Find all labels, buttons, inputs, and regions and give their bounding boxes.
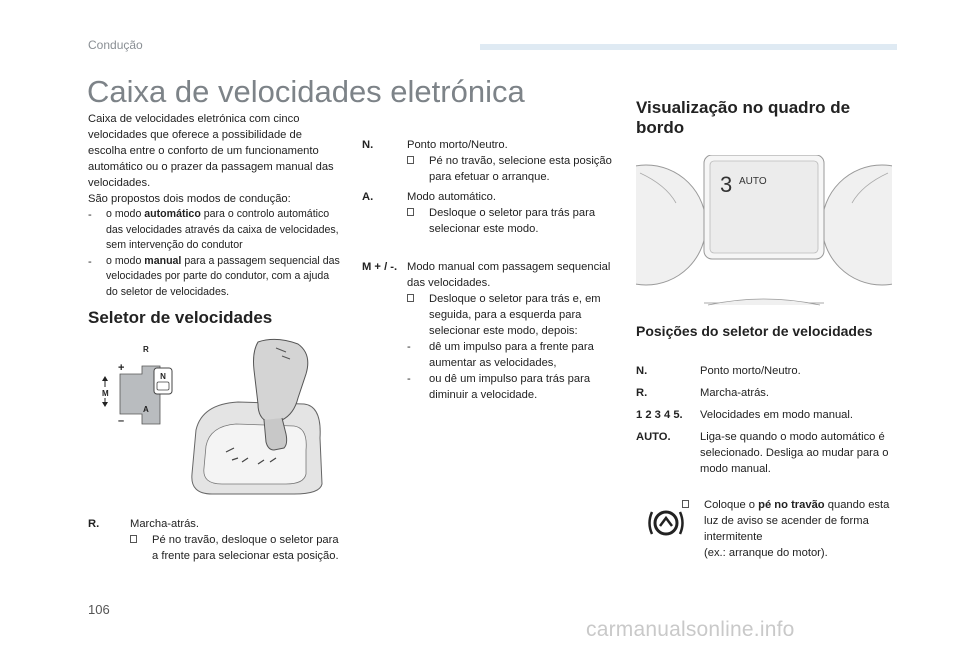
- warning-post: quando esta luz de aviso se acender de forma intermitente: [704, 499, 890, 543]
- entry-text: Marcha-atrás.: [130, 518, 200, 530]
- selector-r-entry: [88, 516, 343, 564]
- bullet-pre: o modo: [106, 254, 145, 267]
- position-code: R.: [636, 387, 648, 399]
- finger-marker: [682, 497, 704, 561]
- sub-text: Pé no travão, desloque o seletor para a frente para selecionar esta posição.: [152, 534, 339, 562]
- label-plus: +: [118, 362, 125, 374]
- sub-text: dê um impulso para a frente para aumentar as velocidades,: [429, 341, 594, 369]
- display-heading: Visualização no quadro de bordo: [636, 98, 851, 137]
- sub-text: ou dê um impulso para trás para diminuir a velocidade.: [429, 373, 591, 401]
- bullet-manual: [88, 254, 340, 301]
- positions-list: [636, 363, 896, 477]
- entry-code: A.: [362, 191, 374, 203]
- sub-text: Pé no travão, selecione esta posição para efetuar o arranque.: [429, 155, 612, 183]
- mode-a-entry: [362, 189, 614, 237]
- position-text: Liga-se quando o modo automático é selecionado. Desliga ao mudar para o modo manual.: [700, 431, 889, 475]
- position-text: Velocidades em modo manual.: [700, 409, 853, 421]
- header-bar: [480, 44, 897, 50]
- position-code: N.: [636, 365, 648, 377]
- bullet-dash: -: [88, 255, 92, 268]
- finger-marker: [407, 205, 429, 237]
- intro-paragraph: Caixa de velocidades eletrónica com cinco velocidades que oferece a possibilidade de escolha entre o conforto de um funcionamento automático ou o prazer da passagem manual das velocidades.: [88, 113, 334, 189]
- mode-m-entry: [362, 259, 614, 403]
- warning-pre: Coloque o: [704, 499, 759, 511]
- bullet-pre: o modo: [106, 208, 145, 220]
- finger-marker: [407, 153, 429, 185]
- bullet-bold: manual: [144, 254, 182, 267]
- bullet-automatic: [88, 207, 340, 254]
- dash-marker: -: [407, 373, 411, 385]
- dash-marker: -: [407, 341, 411, 353]
- gear-lever-stem: [264, 418, 287, 450]
- intro-text: [88, 111, 340, 300]
- instrument-cluster-illustration: [636, 155, 892, 307]
- mode-n-entry: [362, 137, 614, 185]
- position-text: Ponto morto/Neutro.: [700, 365, 801, 377]
- label-m: M: [102, 389, 109, 398]
- entry-code: N.: [362, 139, 374, 151]
- position-gears: [636, 407, 896, 423]
- bullet-dash: -: [88, 209, 92, 221]
- position-auto: [636, 429, 896, 477]
- cluster-gear: 3: [720, 172, 733, 197]
- label-a: A: [143, 405, 149, 414]
- gear-selector-illustration: [98, 334, 334, 498]
- position-code: 1 2 3 4 5.: [636, 409, 683, 421]
- section-label: Condução: [88, 38, 143, 52]
- bullet-post: para o controlo automático das velocidades através da caixa de velocidades, sem intervenção do condutor: [106, 208, 339, 251]
- finger-marker: [130, 532, 152, 564]
- warning-text: [682, 497, 896, 561]
- entry-text: Modo automático.: [407, 191, 496, 203]
- entry-code: R.: [88, 518, 100, 530]
- sub-text: Desloque o seletor para trás e, em seguida, para a esquerda para selecionar este modo, depois:: [429, 293, 601, 337]
- watermark: carmanualsonline.info: [586, 618, 795, 641]
- selector-heading: Seletor de velocidades: [88, 308, 273, 327]
- position-text: Marcha-atrás.: [700, 387, 770, 399]
- entry-text: Ponto morto/Neutro.: [407, 139, 508, 151]
- bullet-text: [106, 254, 340, 301]
- modes-intro: São propostos dois modos de condução:: [88, 193, 291, 205]
- cluster-mode: AUTO: [739, 176, 767, 187]
- position-code: AUTO.: [636, 431, 671, 443]
- entry-code: M + / -.: [362, 261, 398, 273]
- entry-text: Modo manual com passagem sequencial das velocidades.: [407, 261, 611, 289]
- page-number: 106: [88, 602, 110, 617]
- position-n: [636, 363, 896, 379]
- position-r: [636, 385, 896, 401]
- bullet-text: [106, 207, 340, 254]
- label-n: N: [160, 372, 166, 381]
- sub-text: Desloque o seletor para trás para selecionar este modo.: [429, 207, 596, 235]
- page-title: Caixa de velocidades eletrónica: [87, 74, 525, 109]
- label-minus: –: [118, 415, 125, 427]
- finger-marker: [407, 291, 429, 339]
- bullet-bold: automático: [144, 208, 201, 220]
- warning-bold: pé no travão: [758, 499, 825, 511]
- brake-warning-icon: [646, 505, 686, 541]
- bullet-post: para a passagem sequencial das velocidades por parte do condutor, com a ajuda do seletor de velocidades.: [106, 254, 340, 298]
- positions-heading: Posições do seletor de velocidades: [636, 323, 873, 339]
- label-r: R: [143, 345, 149, 354]
- console-gate: [204, 424, 306, 484]
- warning-example: (ex.: arranque do motor).: [704, 547, 828, 559]
